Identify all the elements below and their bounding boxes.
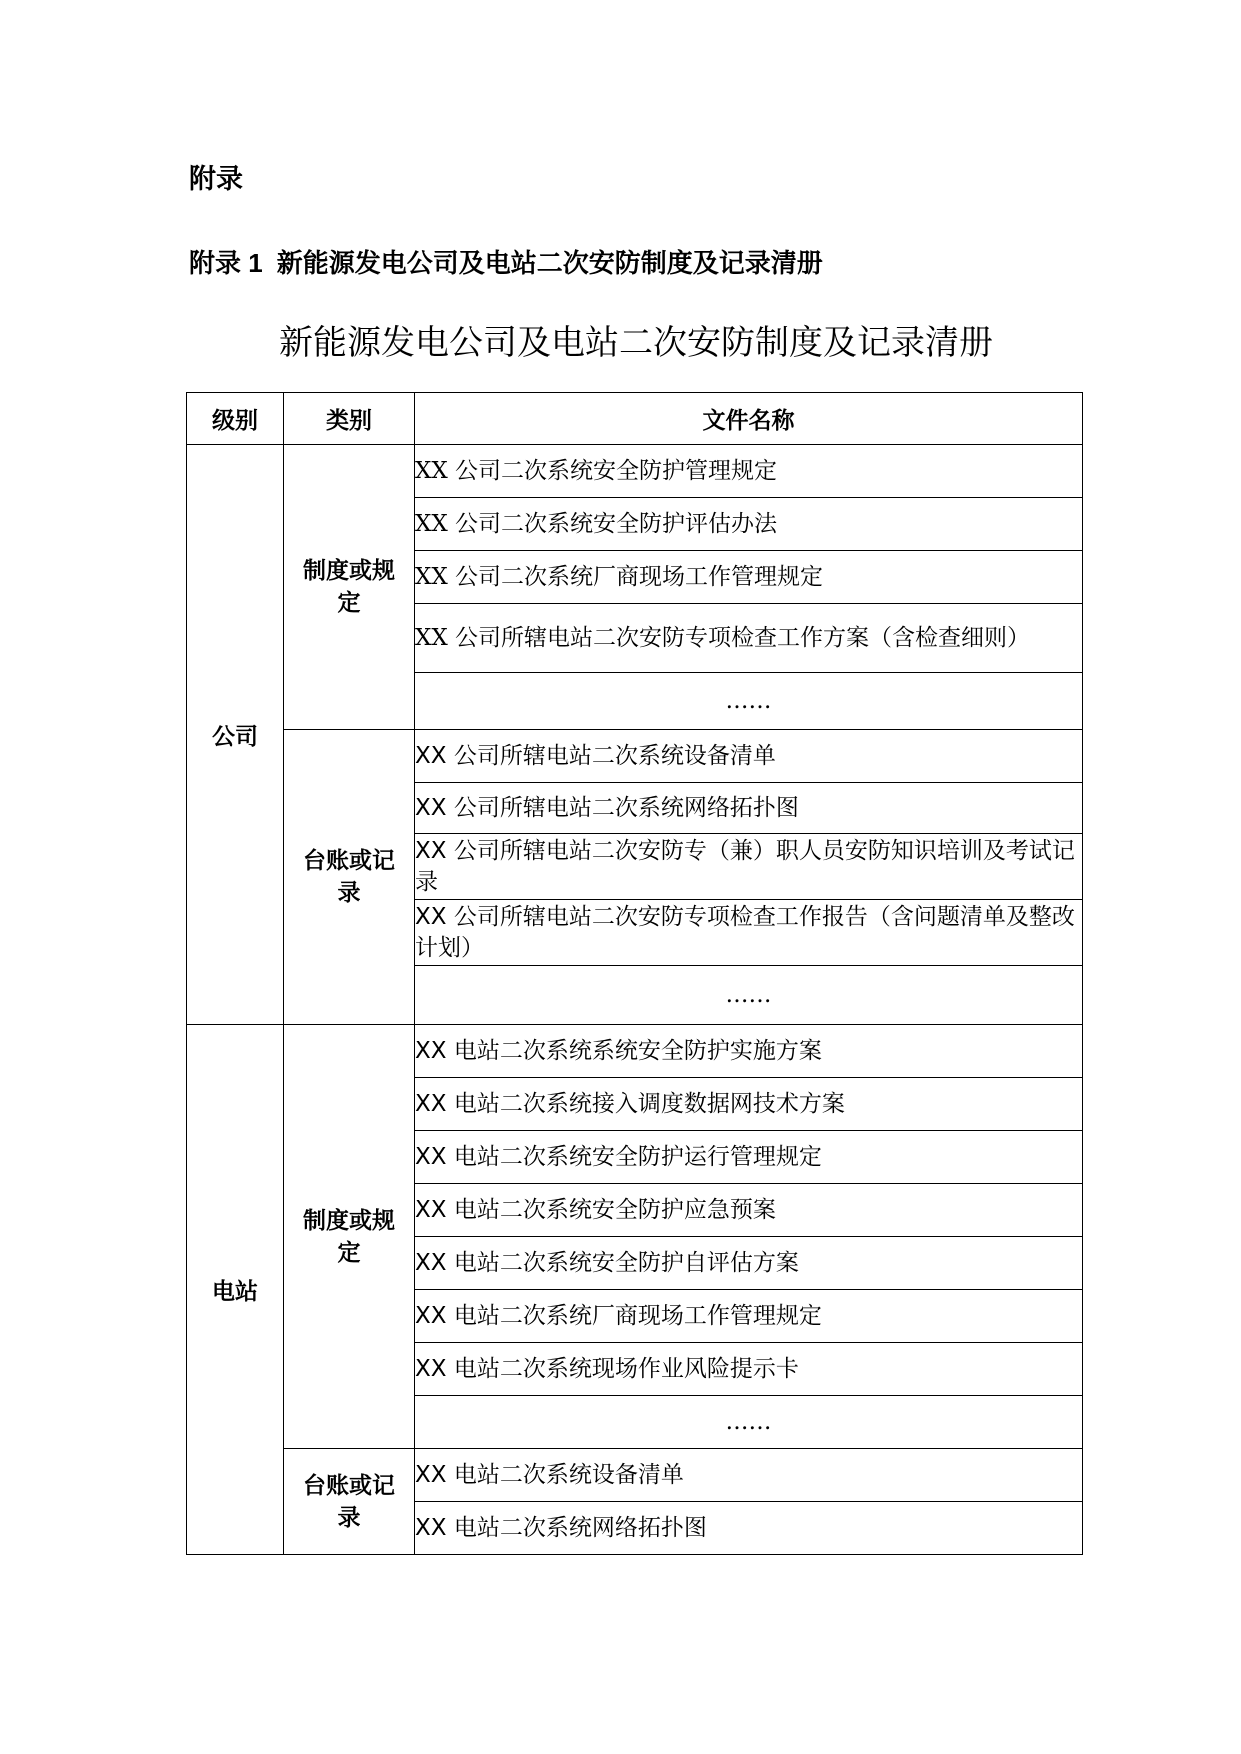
table-row xyxy=(187,1449,1083,1502)
file-name-ellipsis: …… xyxy=(415,673,1083,730)
file-name: XX 公司二次系统安全防护评估办法 xyxy=(415,498,1083,551)
category-station-rules: 制度或规定 xyxy=(284,1025,415,1449)
file-name-ellipsis: …… xyxy=(415,966,1083,1025)
file-name: XX 公司二次系统厂商现场工作管理规定 xyxy=(415,551,1083,604)
file-name: XX 公司所辖电站二次安防专（兼）职人员安防知识培训及考试记录 xyxy=(415,834,1083,900)
table-row xyxy=(187,445,1083,498)
file-name: XX 电站二次系统设备清单 xyxy=(415,1449,1083,1502)
appendix-subheading xyxy=(189,245,823,282)
document-title: 新能源发电公司及电站二次安防制度及记录清册 xyxy=(279,323,993,363)
category-company-records: 台账或记录 xyxy=(284,730,415,1025)
table-header-row xyxy=(187,393,1083,445)
file-name-ellipsis: …… xyxy=(415,1396,1083,1449)
table-row xyxy=(187,1025,1083,1078)
file-name: XX 公司所辖电站二次系统网络拓扑图 xyxy=(415,783,1083,834)
file-name: XX 电站二次系统网络拓扑图 xyxy=(415,1502,1083,1555)
header-file-name: 文件名称 xyxy=(415,393,1083,445)
appendix-number: 附录 1 xyxy=(189,248,263,278)
appendix-heading: 附录 xyxy=(189,164,243,195)
file-name: XX 公司所辖电站二次系统设备清单 xyxy=(415,730,1083,783)
level-station: 电站 xyxy=(187,1025,284,1555)
file-name: XX 电站二次系统厂商现场工作管理规定 xyxy=(415,1290,1083,1343)
header-level: 级别 xyxy=(187,393,284,445)
file-name: XX 电站二次系统接入调度数据网技术方案 xyxy=(415,1078,1083,1131)
records-table xyxy=(186,392,1083,1555)
appendix-subheading-text: 新能源发电公司及电站二次安防制度及记录清册 xyxy=(276,249,823,279)
file-name: XX 电站二次系统安全防护运行管理规定 xyxy=(415,1131,1083,1184)
header-category: 类别 xyxy=(284,393,415,445)
file-name: XX 电站二次系统安全防护应急预案 xyxy=(415,1184,1083,1237)
file-name: XX 公司二次系统安全防护管理规定 xyxy=(415,445,1083,498)
file-name: XX 电站二次系统现场作业风险提示卡 xyxy=(415,1343,1083,1396)
file-name: XX 电站二次系统系统安全防护实施方案 xyxy=(415,1025,1083,1078)
file-name: XX 电站二次系统安全防护自评估方案 xyxy=(415,1237,1083,1290)
category-station-records: 台账或记录 xyxy=(284,1449,415,1555)
level-company: 公司 xyxy=(187,445,284,1025)
file-name: XX 公司所辖电站二次安防专项检查工作报告（含问题清单及整改计划） xyxy=(415,900,1083,966)
file-name: XX 公司所辖电站二次安防专项检查工作方案（含检查细则） xyxy=(415,604,1083,673)
table-row xyxy=(187,730,1083,783)
category-company-rules: 制度或规定 xyxy=(284,445,415,730)
